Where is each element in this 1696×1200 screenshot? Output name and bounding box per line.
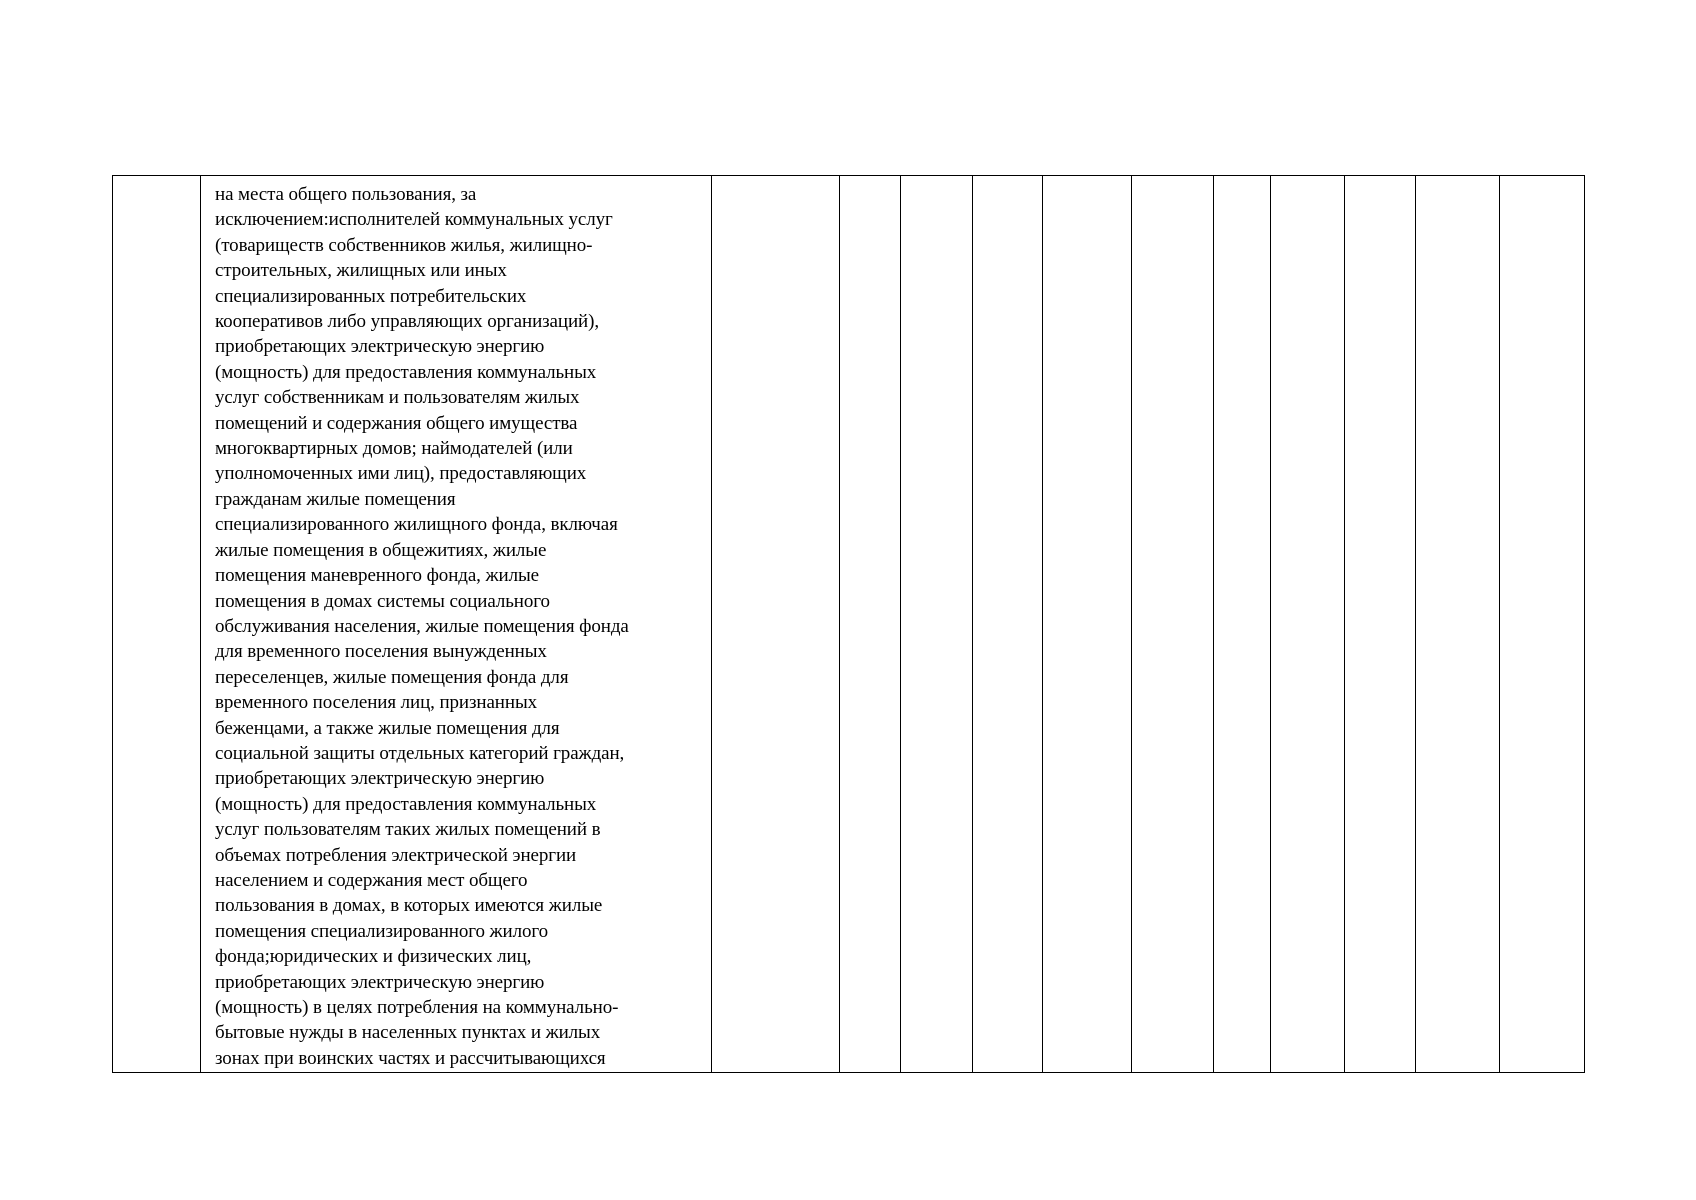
- table-row: [113, 176, 1585, 1073]
- description-line: приобретающих электрическую энергию: [215, 971, 545, 993]
- description-line: жилые помещения в общежитиях, жилые: [215, 539, 547, 561]
- description-line: для временного поселения вынужденных: [215, 641, 547, 663]
- empty-cell: [1214, 176, 1271, 1073]
- description-line: обслуживания населения, жилые помещения фонда: [215, 615, 629, 637]
- description-line: зонах при воинских частях и рассчитывающихся: [215, 1047, 606, 1069]
- tariff-table: [112, 175, 1585, 1073]
- description-line: специализированного жилищного фонда, включая: [215, 514, 618, 536]
- empty-cell: [840, 176, 901, 1073]
- description-line: переселенцев, жилые помещения фонда для: [215, 666, 569, 688]
- description-line: на места общего пользования, за: [215, 184, 477, 205]
- empty-cell: [973, 176, 1043, 1073]
- description-line: приобретающих электрическую энергию: [215, 768, 545, 790]
- description-line: бытовые нужды в населенных пунктах и жилых: [215, 1022, 601, 1044]
- description-line: фонда;юридических и физических лиц,: [215, 946, 532, 968]
- empty-cell: [1416, 176, 1500, 1073]
- description-line: помещений и содержания общего имущества: [215, 412, 578, 434]
- empty-cell: [1500, 176, 1585, 1073]
- description-line: многоквартирных домов; наймодателей (или: [215, 438, 573, 460]
- description-line: услуг пользователям таких жилых помещений в: [215, 819, 601, 841]
- empty-cell: [1132, 176, 1214, 1073]
- empty-cell: [1345, 176, 1416, 1073]
- empty-cell: [1043, 176, 1132, 1073]
- empty-cell: [712, 176, 840, 1073]
- description-line: временного поселения лиц, признанных: [215, 692, 538, 714]
- description-line: (мощность) для предоставления коммунальных: [215, 793, 597, 815]
- description-line: услуг собственникам и пользователям жилых: [215, 387, 580, 409]
- description-line: исключением:исполнителей коммунальных услуг: [215, 209, 613, 231]
- description-line: помещения маневренного фонда, жилые: [215, 565, 539, 587]
- description-line: (мощность) в целях потребления на коммунально-: [215, 997, 619, 1018]
- description-line: помещения специализированного жилого: [215, 920, 549, 942]
- description-cell: [201, 176, 712, 1073]
- description-line: (товариществ собственников жилья, жилищно-: [215, 234, 593, 256]
- description-line: кооперативов либо управляющих организаций),: [215, 311, 599, 333]
- description-line: уполномоченных ими лиц), предоставляющих: [215, 463, 587, 485]
- empty-cell: [1271, 176, 1345, 1073]
- description-line: беженцами, а также жилые помещения для: [215, 717, 560, 739]
- row-number-cell: [113, 176, 201, 1073]
- description-line: строительных, жилищных или иных: [215, 260, 507, 282]
- description-line: приобретающих электрическую энергию: [215, 336, 545, 358]
- description-line: (мощность) для предоставления коммунальных: [215, 361, 597, 383]
- description-line: пользования в домах, в которых имеются жилые: [215, 895, 603, 917]
- empty-cell: [901, 176, 973, 1073]
- description-line: гражданам жилые помещения: [215, 488, 456, 510]
- description-line: помещения в домах системы социального: [215, 590, 550, 612]
- description-line: специализированных потребительских: [215, 285, 527, 307]
- description-line: населением и содержания мест общего: [215, 869, 528, 891]
- description-line: объемах потребления электрической энергии: [215, 844, 577, 866]
- description-line: социальной защиты отдельных категорий граждан,: [215, 742, 625, 764]
